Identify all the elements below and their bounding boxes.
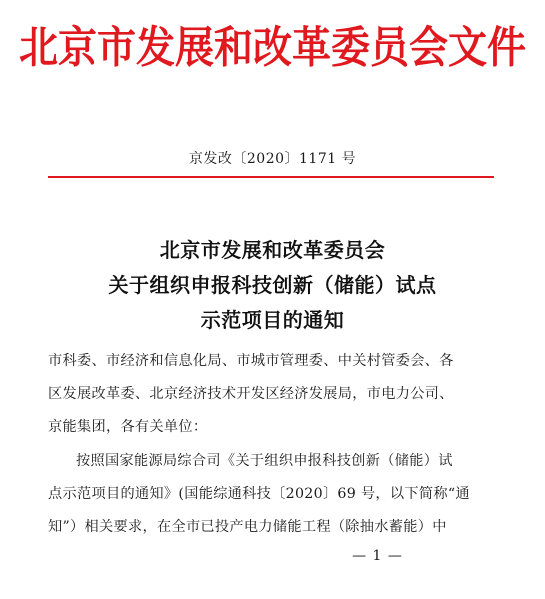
addressee-line-3: 京能集团，各有关单位： xyxy=(48,419,208,435)
paragraph-1-line-1: 按照国家能源局综合司《关于组织申报科技创新（储能）试 xyxy=(76,453,453,469)
addressee-line-2: 区发展改革委、北京经济技术开发区经济发展局，市电力公司、 xyxy=(48,386,454,402)
title-line-1: 北京市发展和改革委员会 xyxy=(159,238,386,262)
red-separator-line xyxy=(48,176,494,178)
title-line-3: 示范项目的通知 xyxy=(200,308,345,332)
document-number: 京发改〔2020〕1171 号 xyxy=(188,151,357,167)
paragraph-1-line-2: 点示范项目的通知》(国能综通科技〔2020〕69 号，以下简称“通 xyxy=(48,486,470,502)
addressee-line-1: 市科委、市经济和信息化局、市城市管理委、中关村管委会、各 xyxy=(48,353,454,369)
document-masthead: 北京市发展和改革委员会文件 xyxy=(18,23,526,74)
title-line-2: 关于组织申报科技创新（储能）试点 xyxy=(108,273,437,297)
page-number: — 1 — xyxy=(352,548,403,564)
paragraph-1-line-3: 知”）相关要求，在全市已投产电力储能工程（除抽水蓄能）中 xyxy=(48,519,447,535)
